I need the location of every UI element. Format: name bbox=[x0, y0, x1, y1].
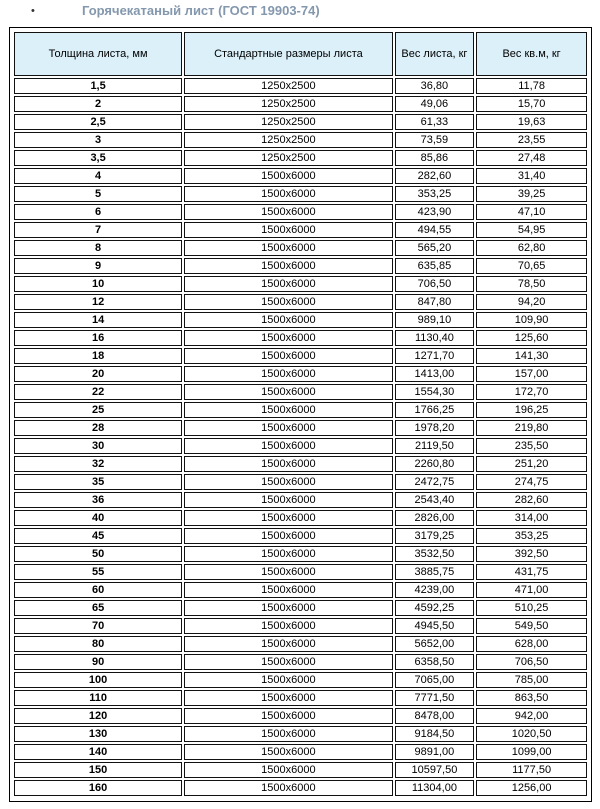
cell-thickness: 20 bbox=[14, 366, 182, 382]
cell-size: 1500x6000 bbox=[184, 312, 392, 328]
table-row bbox=[14, 78, 587, 94]
table-row bbox=[14, 654, 587, 670]
cell-sqm-weight: 510,25 bbox=[476, 600, 587, 616]
cell-sqm-weight: 39,25 bbox=[476, 186, 587, 202]
cell-sqm-weight: 15,70 bbox=[476, 96, 587, 112]
cell-thickness: 150 bbox=[14, 762, 182, 778]
cell-thickness: 6 bbox=[14, 204, 182, 220]
cell-size: 1500x6000 bbox=[184, 420, 392, 436]
cell-thickness: 4 bbox=[14, 168, 182, 184]
list-bullet: • bbox=[31, 5, 35, 17]
cell-sheet-weight: 4239,00 bbox=[395, 582, 475, 598]
table-row bbox=[14, 510, 587, 526]
table-row bbox=[14, 492, 587, 508]
cell-thickness: 7 bbox=[14, 222, 182, 238]
table-row bbox=[14, 744, 587, 760]
table-row bbox=[14, 204, 587, 220]
table-row bbox=[14, 294, 587, 310]
cell-size: 1250x2500 bbox=[184, 132, 392, 148]
cell-sqm-weight: 1099,00 bbox=[476, 744, 587, 760]
cell-sheet-weight: 9891,00 bbox=[395, 744, 475, 760]
table-row bbox=[14, 330, 587, 346]
cell-sqm-weight: 471,00 bbox=[476, 582, 587, 598]
cell-thickness: 65 bbox=[14, 600, 182, 616]
table-row bbox=[14, 726, 587, 742]
cell-sheet-weight: 10597,50 bbox=[395, 762, 475, 778]
cell-sqm-weight: 235,50 bbox=[476, 438, 587, 454]
cell-sqm-weight: 157,00 bbox=[476, 366, 587, 382]
header-sqm-weight: Вес кв.м, кг bbox=[476, 32, 587, 76]
cell-thickness: 2 bbox=[14, 96, 182, 112]
cell-sqm-weight: 141,30 bbox=[476, 348, 587, 364]
cell-size: 1500x6000 bbox=[184, 240, 392, 256]
cell-sqm-weight: 11,78 bbox=[476, 78, 587, 94]
table-row bbox=[14, 600, 587, 616]
cell-size: 1250x2500 bbox=[184, 150, 392, 166]
cell-size: 1500x6000 bbox=[184, 528, 392, 544]
cell-sqm-weight: 125,60 bbox=[476, 330, 587, 346]
cell-sheet-weight: 49,06 bbox=[395, 96, 475, 112]
cell-sheet-weight: 7771,50 bbox=[395, 690, 475, 706]
cell-sheet-weight: 1554,30 bbox=[395, 384, 475, 400]
cell-size: 1500x6000 bbox=[184, 258, 392, 274]
cell-sqm-weight: 47,10 bbox=[476, 204, 587, 220]
table-row bbox=[14, 780, 587, 796]
cell-sqm-weight: 353,25 bbox=[476, 528, 587, 544]
table-row bbox=[14, 564, 587, 580]
steel-sheet-table bbox=[12, 30, 589, 798]
cell-size: 1500x6000 bbox=[184, 186, 392, 202]
table-row bbox=[14, 276, 587, 292]
table-row bbox=[14, 312, 587, 328]
cell-sqm-weight: 251,20 bbox=[476, 456, 587, 472]
cell-size: 1500x6000 bbox=[184, 672, 392, 688]
table-row bbox=[14, 114, 587, 130]
cell-sheet-weight: 6358,50 bbox=[395, 654, 475, 670]
cell-thickness: 2,5 bbox=[14, 114, 182, 130]
header-sizes: Стандартные размеры листа bbox=[184, 32, 392, 76]
cell-sqm-weight: 23,55 bbox=[476, 132, 587, 148]
title-line bbox=[0, 0, 600, 26]
table-row bbox=[14, 384, 587, 400]
table-row bbox=[14, 240, 587, 256]
cell-size: 1500x6000 bbox=[184, 438, 392, 454]
cell-thickness: 12 bbox=[14, 294, 182, 310]
cell-thickness: 10 bbox=[14, 276, 182, 292]
table-row bbox=[14, 762, 587, 778]
cell-thickness: 8 bbox=[14, 240, 182, 256]
cell-sheet-weight: 1413,00 bbox=[395, 366, 475, 382]
cell-size: 1500x6000 bbox=[184, 294, 392, 310]
header-sheet-weight: Вес листа, кг bbox=[395, 32, 475, 76]
cell-size: 1500x6000 bbox=[184, 564, 392, 580]
cell-sheet-weight: 61,33 bbox=[395, 114, 475, 130]
table-row bbox=[14, 582, 587, 598]
cell-sqm-weight: 94,20 bbox=[476, 294, 587, 310]
cell-thickness: 50 bbox=[14, 546, 182, 562]
cell-sqm-weight: 863,50 bbox=[476, 690, 587, 706]
cell-sqm-weight: 219,80 bbox=[476, 420, 587, 436]
cell-sqm-weight: 274,75 bbox=[476, 474, 587, 490]
cell-thickness: 35 bbox=[14, 474, 182, 490]
cell-sheet-weight: 7065,00 bbox=[395, 672, 475, 688]
cell-sqm-weight: 19,63 bbox=[476, 114, 587, 130]
cell-size: 1250x2500 bbox=[184, 114, 392, 130]
cell-sqm-weight: 392,50 bbox=[476, 546, 587, 562]
cell-size: 1500x6000 bbox=[184, 654, 392, 670]
cell-size: 1500x6000 bbox=[184, 726, 392, 742]
cell-thickness: 45 bbox=[14, 528, 182, 544]
cell-size: 1500x6000 bbox=[184, 762, 392, 778]
cell-size: 1500x6000 bbox=[184, 456, 392, 472]
table-row bbox=[14, 528, 587, 544]
cell-sqm-weight: 282,60 bbox=[476, 492, 587, 508]
cell-sqm-weight: 62,80 bbox=[476, 240, 587, 256]
cell-thickness: 160 bbox=[14, 780, 182, 796]
cell-sheet-weight: 2260,80 bbox=[395, 456, 475, 472]
cell-size: 1250x2500 bbox=[184, 96, 392, 112]
cell-sheet-weight: 36,80 bbox=[395, 78, 475, 94]
cell-sqm-weight: 628,00 bbox=[476, 636, 587, 652]
cell-sheet-weight: 3885,75 bbox=[395, 564, 475, 580]
cell-sheet-weight: 1978,20 bbox=[395, 420, 475, 436]
table-row bbox=[14, 672, 587, 688]
cell-sheet-weight: 1271,70 bbox=[395, 348, 475, 364]
cell-size: 1500x6000 bbox=[184, 204, 392, 220]
cell-thickness: 28 bbox=[14, 420, 182, 436]
table-row bbox=[14, 618, 587, 634]
table-row bbox=[14, 402, 587, 418]
cell-thickness: 36 bbox=[14, 492, 182, 508]
cell-thickness: 80 bbox=[14, 636, 182, 652]
cell-sheet-weight: 353,25 bbox=[395, 186, 475, 202]
cell-sheet-weight: 2119,50 bbox=[395, 438, 475, 454]
cell-thickness: 16 bbox=[14, 330, 182, 346]
table-row bbox=[14, 636, 587, 652]
cell-size: 1500x6000 bbox=[184, 492, 392, 508]
cell-sheet-weight: 2543,40 bbox=[395, 492, 475, 508]
cell-thickness: 32 bbox=[14, 456, 182, 472]
cell-size: 1500x6000 bbox=[184, 582, 392, 598]
table-row bbox=[14, 546, 587, 562]
cell-sqm-weight: 31,40 bbox=[476, 168, 587, 184]
cell-size: 1500x6000 bbox=[184, 708, 392, 724]
cell-sheet-weight: 4945,50 bbox=[395, 618, 475, 634]
cell-sheet-weight: 9184,50 bbox=[395, 726, 475, 742]
cell-sheet-weight: 3179,25 bbox=[395, 528, 475, 544]
cell-thickness: 110 bbox=[14, 690, 182, 706]
cell-size: 1500x6000 bbox=[184, 348, 392, 364]
cell-sheet-weight: 1130,40 bbox=[395, 330, 475, 346]
cell-sheet-weight: 11304,00 bbox=[395, 780, 475, 796]
cell-thickness: 25 bbox=[14, 402, 182, 418]
cell-size: 1500x6000 bbox=[184, 780, 392, 796]
cell-sqm-weight: 70,65 bbox=[476, 258, 587, 274]
cell-sqm-weight: 27,48 bbox=[476, 150, 587, 166]
cell-sheet-weight: 989,10 bbox=[395, 312, 475, 328]
cell-size: 1500x6000 bbox=[184, 690, 392, 706]
cell-thickness: 3,5 bbox=[14, 150, 182, 166]
cell-sheet-weight: 2472,75 bbox=[395, 474, 475, 490]
cell-sqm-weight: 314,00 bbox=[476, 510, 587, 526]
cell-sheet-weight: 4592,25 bbox=[395, 600, 475, 616]
cell-sqm-weight: 1020,50 bbox=[476, 726, 587, 742]
cell-sheet-weight: 282,60 bbox=[395, 168, 475, 184]
cell-sqm-weight: 109,90 bbox=[476, 312, 587, 328]
cell-sheet-weight: 2826,00 bbox=[395, 510, 475, 526]
cell-sqm-weight: 942,00 bbox=[476, 708, 587, 724]
cell-size: 1500x6000 bbox=[184, 474, 392, 490]
cell-thickness: 3 bbox=[14, 132, 182, 148]
cell-size: 1500x6000 bbox=[184, 744, 392, 760]
page-title: Горячекатаный лист (ГОСТ 19903-74) bbox=[82, 3, 320, 18]
cell-sqm-weight: 431,75 bbox=[476, 564, 587, 580]
cell-size: 1500x6000 bbox=[184, 276, 392, 292]
table-row bbox=[14, 438, 587, 454]
cell-size: 1500x6000 bbox=[184, 222, 392, 238]
cell-size: 1500x6000 bbox=[184, 618, 392, 634]
cell-sheet-weight: 5652,00 bbox=[395, 636, 475, 652]
table-row bbox=[14, 132, 587, 148]
cell-thickness: 100 bbox=[14, 672, 182, 688]
cell-sqm-weight: 706,50 bbox=[476, 654, 587, 670]
cell-thickness: 70 bbox=[14, 618, 182, 634]
table-row bbox=[14, 96, 587, 112]
cell-sqm-weight: 196,25 bbox=[476, 402, 587, 418]
cell-size: 1500x6000 bbox=[184, 636, 392, 652]
cell-thickness: 40 bbox=[14, 510, 182, 526]
cell-sqm-weight: 785,00 bbox=[476, 672, 587, 688]
cell-thickness: 140 bbox=[14, 744, 182, 760]
cell-thickness: 14 bbox=[14, 312, 182, 328]
table-row bbox=[14, 222, 587, 238]
cell-sheet-weight: 73,59 bbox=[395, 132, 475, 148]
cell-thickness: 5 bbox=[14, 186, 182, 202]
cell-sheet-weight: 8478,00 bbox=[395, 708, 475, 724]
cell-thickness: 130 bbox=[14, 726, 182, 742]
cell-sheet-weight: 706,50 bbox=[395, 276, 475, 292]
table-row bbox=[14, 168, 587, 184]
cell-sheet-weight: 847,80 bbox=[395, 294, 475, 310]
table-frame bbox=[9, 27, 592, 802]
table-row bbox=[14, 708, 587, 724]
cell-thickness: 22 bbox=[14, 384, 182, 400]
cell-sheet-weight: 85,86 bbox=[395, 150, 475, 166]
cell-size: 1500x6000 bbox=[184, 546, 392, 562]
table-row bbox=[14, 348, 587, 364]
cell-sqm-weight: 549,50 bbox=[476, 618, 587, 634]
header-thickness: Толщина листа, мм bbox=[14, 32, 182, 76]
cell-sqm-weight: 1256,00 bbox=[476, 780, 587, 796]
table-row bbox=[14, 474, 587, 490]
cell-sqm-weight: 54,95 bbox=[476, 222, 587, 238]
table-body bbox=[14, 78, 587, 796]
cell-sheet-weight: 1766,25 bbox=[395, 402, 475, 418]
cell-size: 1500x6000 bbox=[184, 402, 392, 418]
table-row bbox=[14, 186, 587, 202]
table-row bbox=[14, 150, 587, 166]
cell-size: 1500x6000 bbox=[184, 384, 392, 400]
cell-sheet-weight: 565,20 bbox=[395, 240, 475, 256]
cell-size: 1500x6000 bbox=[184, 168, 392, 184]
table-row bbox=[14, 690, 587, 706]
table-header-row bbox=[14, 32, 587, 76]
cell-sheet-weight: 423,90 bbox=[395, 204, 475, 220]
cell-sheet-weight: 494,55 bbox=[395, 222, 475, 238]
cell-thickness: 18 bbox=[14, 348, 182, 364]
table-row bbox=[14, 420, 587, 436]
cell-sheet-weight: 635,85 bbox=[395, 258, 475, 274]
cell-thickness: 9 bbox=[14, 258, 182, 274]
cell-sqm-weight: 1177,50 bbox=[476, 762, 587, 778]
table-row bbox=[14, 258, 587, 274]
cell-thickness: 30 bbox=[14, 438, 182, 454]
cell-sqm-weight: 172,70 bbox=[476, 384, 587, 400]
cell-thickness: 60 bbox=[14, 582, 182, 598]
cell-size: 1500x6000 bbox=[184, 330, 392, 346]
table-row bbox=[14, 456, 587, 472]
cell-sqm-weight: 78,50 bbox=[476, 276, 587, 292]
cell-thickness: 90 bbox=[14, 654, 182, 670]
cell-sheet-weight: 3532,50 bbox=[395, 546, 475, 562]
cell-size: 1500x6000 bbox=[184, 600, 392, 616]
cell-thickness: 55 bbox=[14, 564, 182, 580]
cell-size: 1500x6000 bbox=[184, 366, 392, 382]
table-row bbox=[14, 366, 587, 382]
cell-thickness: 1,5 bbox=[14, 78, 182, 94]
cell-thickness: 120 bbox=[14, 708, 182, 724]
cell-size: 1500x6000 bbox=[184, 510, 392, 526]
cell-size: 1250x2500 bbox=[184, 78, 392, 94]
